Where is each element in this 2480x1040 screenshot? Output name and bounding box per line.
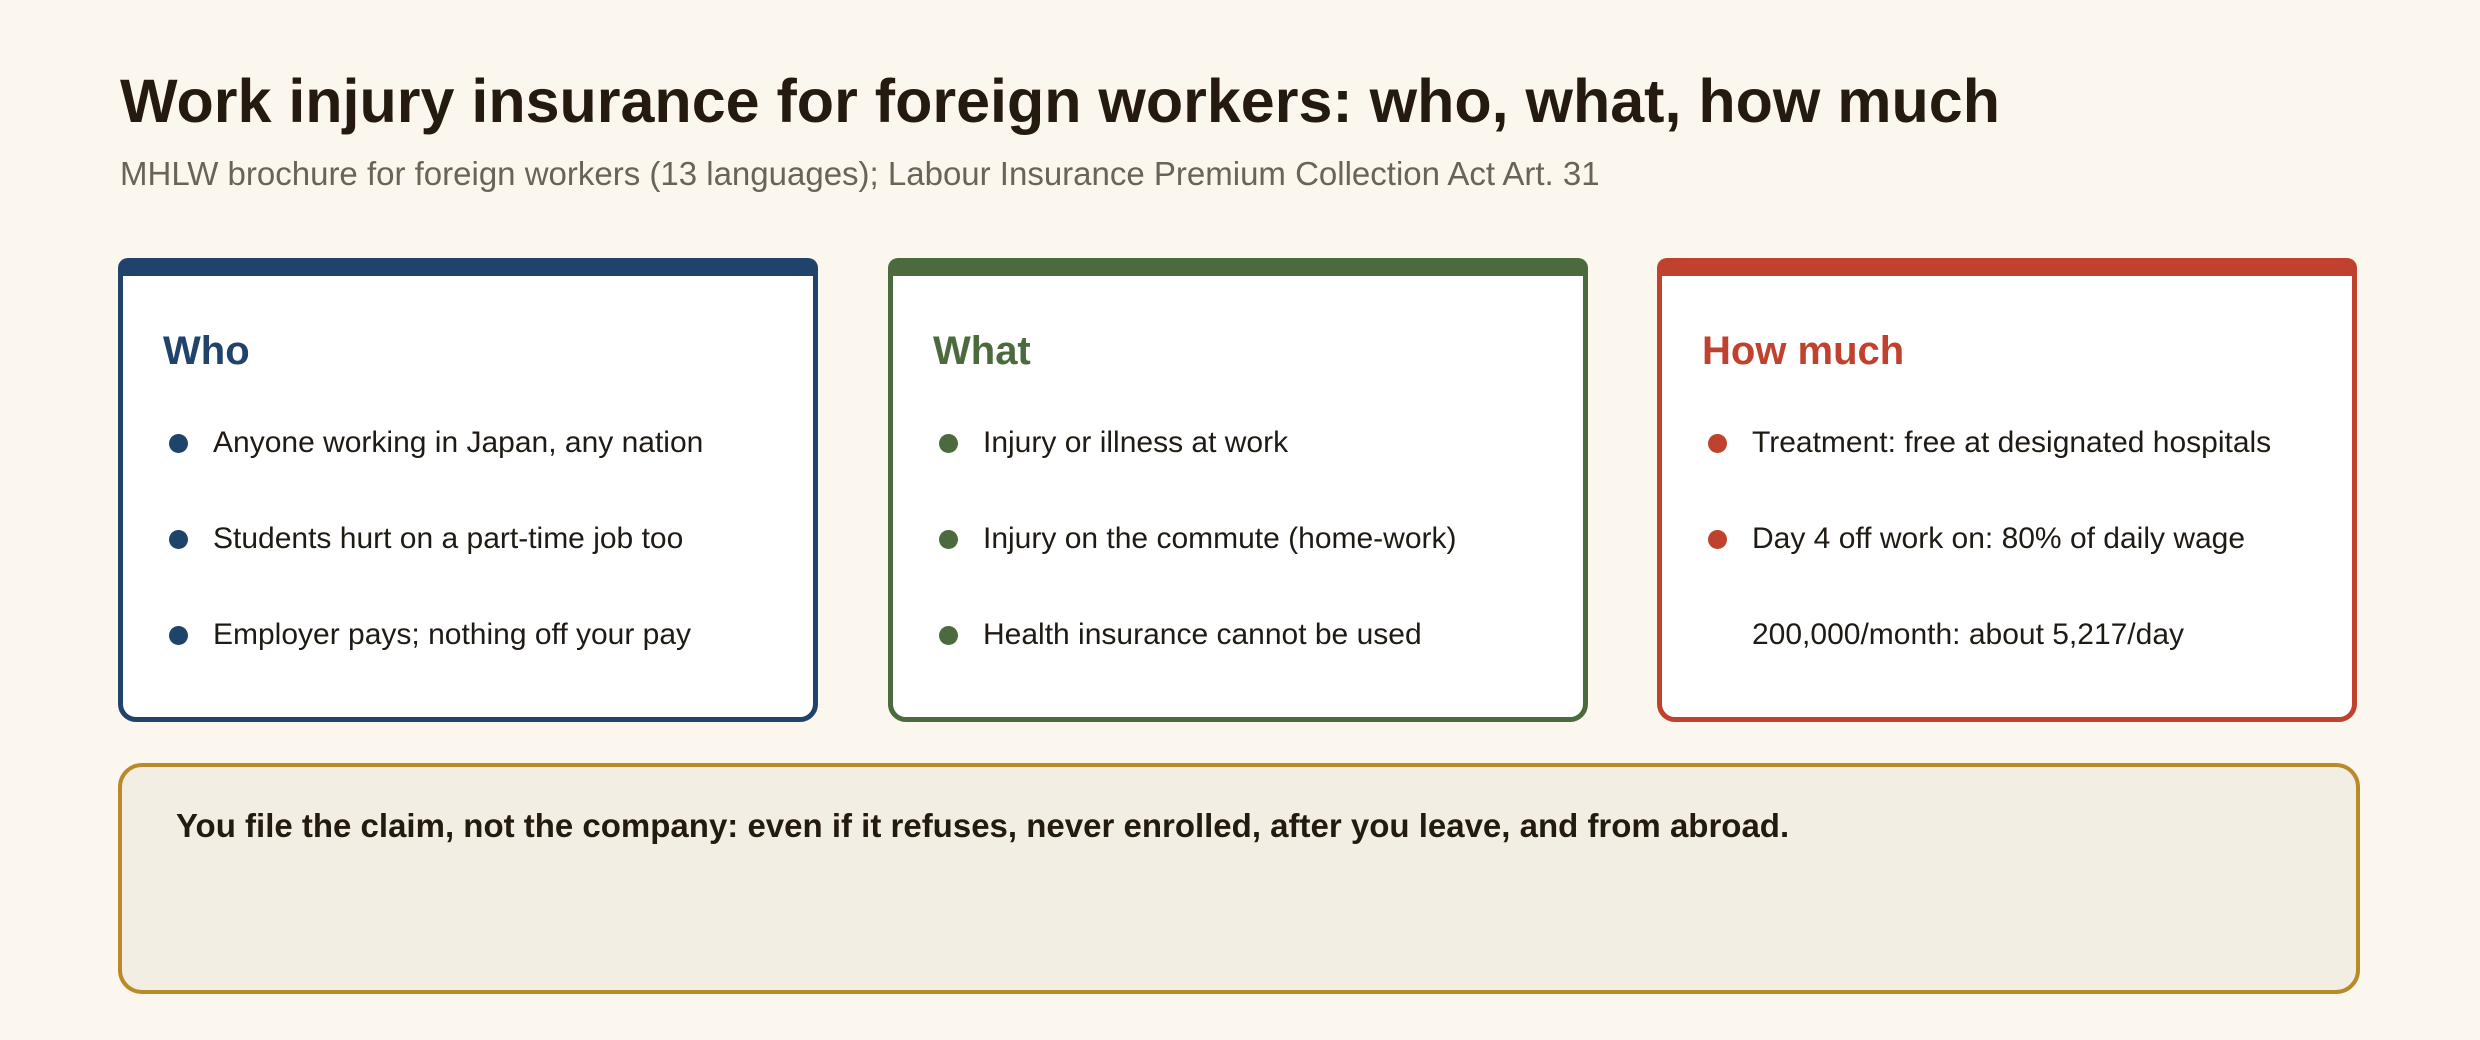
card-who bbox=[118, 258, 818, 722]
bullet-dot-icon bbox=[1708, 530, 1727, 549]
list-item-text: Injury on the commute (home-work) bbox=[983, 522, 1457, 555]
bullet-spacer bbox=[1708, 626, 1727, 645]
card-list-what bbox=[939, 423, 1457, 711]
list-item bbox=[939, 519, 1457, 615]
bullet-dot-icon bbox=[1708, 434, 1727, 453]
card-heading-who: Who bbox=[163, 329, 250, 373]
list-item-text: 200,000/month: about 5,217/day bbox=[1752, 618, 2185, 651]
card-accent-bar bbox=[888, 258, 1588, 276]
claim-note-box bbox=[118, 763, 2360, 994]
card-heading-how-much: How much bbox=[1702, 329, 1905, 373]
card-accent-bar bbox=[1657, 258, 2357, 276]
list-item-text: Day 4 off work on: 80% of daily wage bbox=[1752, 522, 2246, 555]
bullet-dot-icon bbox=[939, 530, 958, 549]
card-accent-bar bbox=[118, 258, 818, 276]
list-item-text: Injury or illness at work bbox=[983, 426, 1289, 459]
list-item bbox=[1708, 519, 2271, 615]
card-how-much bbox=[1657, 258, 2357, 722]
list-item-text: Treatment: free at designated hospitals bbox=[1752, 426, 2272, 459]
card-heading-what: What bbox=[933, 329, 1031, 373]
list-item bbox=[169, 423, 703, 519]
list-item bbox=[939, 423, 1457, 519]
list-item-text: Students hurt on a part-time job too bbox=[213, 522, 684, 555]
list-item bbox=[1708, 615, 2271, 711]
card-list-who bbox=[169, 423, 703, 711]
bullet-dot-icon bbox=[169, 626, 188, 645]
claim-note-text: You file the claim, not the company: even if it refuses, never enrolled, after you leave, and from abroad. bbox=[176, 807, 1790, 844]
list-item bbox=[939, 615, 1457, 711]
list-item-text: Employer pays; nothing off your pay bbox=[213, 618, 692, 651]
bullet-dot-icon bbox=[169, 434, 188, 453]
bullet-dot-icon bbox=[939, 434, 958, 453]
page-title: Work injury insurance for foreign workers: who, what, how much bbox=[120, 67, 2000, 135]
list-item-text: Anyone working in Japan, any nation bbox=[213, 426, 704, 459]
bullet-dot-icon bbox=[169, 530, 188, 549]
list-item-text: Health insurance cannot be used bbox=[983, 618, 1422, 651]
list-item bbox=[1708, 423, 2271, 519]
list-item bbox=[169, 615, 703, 711]
page-subtitle: MHLW brochure for foreign workers (13 languages); Labour Insurance Premium Collection Act Art. 31 bbox=[120, 155, 1600, 192]
card-what bbox=[888, 258, 1588, 722]
list-item bbox=[169, 519, 703, 615]
bullet-dot-icon bbox=[939, 626, 958, 645]
card-list-how-much bbox=[1708, 423, 2271, 711]
